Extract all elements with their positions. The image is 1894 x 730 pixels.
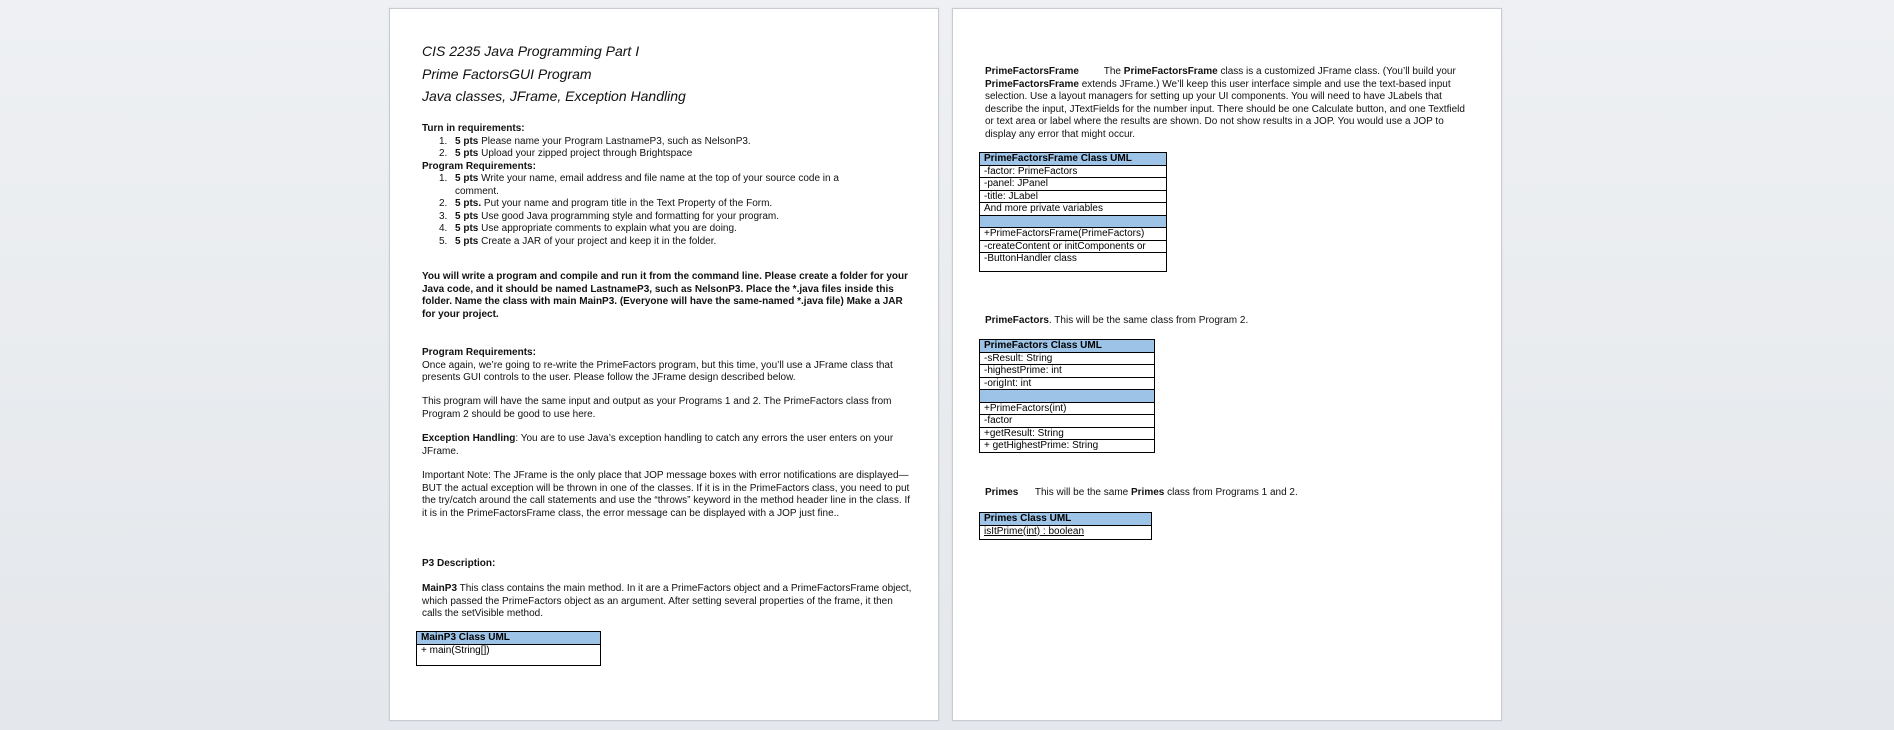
list-item: 2. 5 pts. Put your name and program title in the Text Property of the Form. bbox=[439, 198, 773, 209]
program-requirements-list bbox=[422, 173, 867, 248]
list-item: 4. 5 pts Use appropriate comments to explain what you are doing. bbox=[439, 223, 737, 234]
title-line: Java classes, JFrame, Exception Handling bbox=[422, 88, 686, 104]
uml-header: PrimeFactorsFrame Class UML bbox=[980, 153, 1167, 166]
uml-row: +getResult: String bbox=[980, 427, 1155, 440]
uml-header: MainP3 Class UML bbox=[417, 632, 601, 645]
body-paragraph: Once again, we’re going to re-write the PrimeFactors program, but this time, you’ll use a JFrame class that presents GUI controls to the user. Please follow the JFrame design described below. bbox=[422, 359, 893, 383]
uml-header: PrimeFactors Class UML bbox=[980, 340, 1155, 353]
title-line: CIS 2235 Java Programming Part I bbox=[422, 43, 640, 59]
uml-separator bbox=[980, 390, 1155, 403]
primefactors-uml-table bbox=[979, 339, 1155, 453]
list-item: 5. 5 pts Create a JAR of your project and keep it in the folder. bbox=[439, 235, 717, 247]
uml-row: -origInt: int bbox=[980, 377, 1155, 390]
uml-row: -panel: JPanel bbox=[980, 178, 1167, 191]
uml-row: -ButtonHandler class bbox=[980, 253, 1167, 272]
uml-row: isItPrime(int) : boolean bbox=[980, 525, 1152, 539]
uml-row: + getHighestPrime: String bbox=[980, 440, 1155, 453]
uml-row: + main(String[]) bbox=[417, 644, 601, 665]
exception-handling-label: Exception Handling bbox=[422, 433, 516, 444]
turn-in-list bbox=[422, 136, 902, 161]
list-item: 3. 5 pts Use good Java programming style and formatting for your program. bbox=[439, 210, 780, 222]
requirements-section bbox=[422, 123, 902, 248]
uml-row: +PrimeFactors(int) bbox=[980, 402, 1155, 415]
primefactors-label: PrimeFactors bbox=[985, 315, 1049, 326]
uml-row: -createContent or initComponents or bbox=[980, 240, 1167, 253]
uml-row: -highestPrime: int bbox=[980, 365, 1155, 378]
body-paragraph: This program will have the same input and output as your Programs 1 and 2. The PrimeFactors class from Program 2 should be good to use here. bbox=[422, 396, 892, 420]
document-page-2 bbox=[952, 8, 1502, 721]
list-item: 2. 5 pts Upload your zipped project through Brightspace bbox=[439, 148, 693, 159]
p3-description-heading: P3 Description: bbox=[422, 558, 496, 569]
program-requirements-heading: Program Requirements: bbox=[422, 160, 536, 172]
primes-description: Primes This will be the same Primes class from Programs 1 and 2. bbox=[985, 487, 1298, 498]
program-requirements-section bbox=[422, 347, 912, 385]
turn-in-heading: Turn in requirements: bbox=[422, 123, 525, 134]
uml-row: -factor bbox=[980, 415, 1155, 428]
primefactorsframe-label: PrimeFactorsFrame bbox=[985, 66, 1079, 77]
uml-row: -factor: PrimeFactors bbox=[980, 165, 1167, 178]
doc-title bbox=[422, 40, 686, 108]
important-note-paragraph: Important Note: The JFrame is the only place that JOP message boxes with error notifications are displayed—BUT the actual exception will be thrown in one of the classes. If it is in the PrimeFactors class, you need to put the try/catch around the call statements and use the “throws” keyword in the method header line in the class. If it is in the PrimeFactorsFrame class, the error message can be displayed with a JOP just fine.. bbox=[422, 470, 911, 519]
mainp3-description: MainP3 This class contains the main method. In it are a PrimeFactors object and a PrimeFactorsFrame object, which passed the PrimeFactors object as an argument. After setting several properties of the frame, it then calls the setVisible method. bbox=[422, 583, 912, 619]
instructions-paragraph: You will write a program and compile and run it from the command line. Please create a folder for your Java code, and it should be named LastnameP3, such as NelsonP3. Place the *.java files inside this folder. Name the class with main MainP3. (Everyone will have the same-named *.java file) Make a JAR for your project. bbox=[422, 271, 909, 320]
uml-row: +PrimeFactorsFrame(PrimeFactors) bbox=[980, 228, 1167, 241]
mainp3-label: MainP3 bbox=[422, 583, 458, 594]
primes-label: Primes bbox=[985, 487, 1019, 498]
primefactors-description: PrimeFactors. This will be the same class from Program 2. bbox=[985, 315, 1249, 326]
primefactorsframe-uml-table bbox=[979, 152, 1167, 272]
list-item: 1. 5 pts Write your name, email address and file name at the top of your source code in a comment. bbox=[439, 173, 839, 197]
exception-handling-paragraph: Exception Handling: You are to use Java’s exception handling to catch any errors the user enters on your JFrame. bbox=[422, 433, 894, 457]
uml-row: -title: JLabel bbox=[980, 190, 1167, 203]
title-line: Prime FactorsGUI Program bbox=[422, 65, 592, 82]
document-page-1 bbox=[389, 8, 939, 721]
uml-row: -sResult: String bbox=[980, 352, 1155, 365]
list-item: 1. 5 pts Please name your Program LastnameP3, such as NelsonP3. bbox=[439, 135, 751, 147]
primefactorsframe-description: PrimeFactorsFrame The PrimeFactorsFrame class is a customized JFrame class. (You’ll build your PrimeFactorsFrame extends JFrame.) We’ll keep this user interface simple and use the text-based input selection. Use a layout managers for setting up your UI components. You will need to have JLabels that describe the input, JTextFields for the number input. There should be one Calculate button, and one Textfield or text area or label where the results are shown. Do not show results in a JOP. You would use a JOP to display any error that might occur. bbox=[985, 66, 1465, 140]
mainp3-uml-table bbox=[416, 631, 601, 666]
uml-header: Primes Class UML bbox=[980, 513, 1152, 526]
uml-separator bbox=[980, 215, 1167, 228]
primes-uml-table bbox=[979, 512, 1152, 540]
program-requirements-heading: Program Requirements: bbox=[422, 347, 536, 358]
uml-row: And more private variables bbox=[980, 203, 1167, 216]
